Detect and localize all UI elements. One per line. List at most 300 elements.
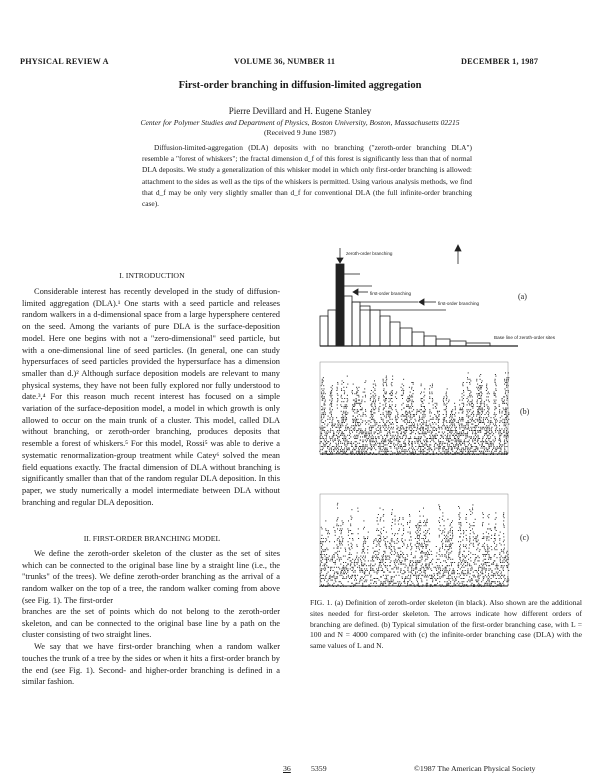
deposit-site [387, 451, 388, 452]
deposit-site [508, 412, 509, 413]
deposit-site [470, 422, 471, 423]
deposit-site [360, 580, 361, 581]
deposit-site [450, 525, 451, 526]
deposit-site [324, 551, 325, 552]
deposit-site [353, 436, 354, 437]
deposit-site [388, 425, 389, 426]
deposit-site [352, 446, 353, 447]
deposit-site [357, 412, 358, 413]
deposit-site [410, 412, 411, 413]
deposit-site [470, 396, 471, 397]
deposit-site [489, 448, 490, 449]
deposit-site [508, 570, 509, 571]
deposit-site [378, 543, 379, 544]
deposit-site [323, 414, 324, 415]
deposit-site [371, 409, 372, 410]
deposit-site [491, 564, 492, 565]
deposit-site [462, 384, 463, 385]
deposit-site [413, 393, 414, 394]
deposit-site [444, 420, 445, 421]
deposit-site [427, 575, 428, 576]
deposit-site [381, 451, 382, 452]
deposit-site [330, 568, 331, 569]
deposit-site [495, 403, 496, 404]
deposit-site [504, 443, 505, 444]
deposit-site [447, 438, 448, 439]
deposit-site [467, 435, 468, 436]
deposit-site [504, 380, 505, 381]
deposit-site [437, 435, 438, 436]
deposit-site [347, 444, 348, 445]
deposit-site [421, 409, 422, 410]
deposit-site [385, 583, 386, 584]
deposit-site [429, 565, 430, 566]
deposit-site [484, 428, 485, 429]
deposit-site [429, 549, 430, 550]
copyright-notice: ©1987 The American Physical Society [414, 764, 536, 773]
deposit-site [370, 567, 371, 568]
deposit-site [404, 572, 405, 573]
deposit-site [438, 504, 439, 505]
deposit-site [422, 557, 423, 558]
deposit-site [456, 444, 457, 445]
deposit-site [449, 548, 450, 549]
deposit-site [476, 540, 477, 541]
deposit-site [495, 519, 496, 520]
deposit-site [475, 446, 476, 447]
deposit-site [486, 428, 487, 429]
deposit-site [363, 414, 364, 415]
deposit-site [408, 396, 409, 397]
deposit-site [491, 581, 492, 582]
deposit-site [424, 392, 425, 393]
deposit-site [411, 430, 412, 431]
deposit-site [505, 435, 506, 436]
deposit-site [415, 567, 416, 568]
deposit-site [447, 578, 448, 579]
deposit-site [443, 568, 444, 569]
deposit-site [482, 448, 483, 449]
deposit-site [445, 427, 446, 428]
received-date: (Received 9 June 1987) [264, 128, 336, 137]
deposit-site [477, 535, 478, 536]
deposit-site [458, 438, 459, 439]
deposit-site [366, 433, 367, 434]
deposit-site [444, 575, 445, 576]
deposit-site [365, 451, 366, 452]
deposit-site [424, 535, 425, 536]
deposit-site [507, 565, 508, 566]
deposit-site [415, 532, 416, 533]
deposit-site [444, 417, 445, 418]
deposit-site [341, 532, 342, 533]
deposit-site [451, 551, 452, 552]
deposit-site [341, 411, 342, 412]
deposit-site [357, 508, 358, 509]
deposit-site [381, 567, 382, 568]
deposit-site [452, 578, 453, 579]
deposit-site [443, 441, 444, 442]
deposit-site [413, 401, 414, 402]
deposit-site [373, 419, 374, 420]
deposit-site [423, 416, 424, 417]
deposit-site [436, 438, 437, 439]
deposit-site [409, 565, 410, 566]
deposit-site [455, 454, 456, 455]
deposit-site [400, 438, 401, 439]
deposit-site [495, 449, 496, 450]
deposit-site [339, 436, 340, 437]
deposit-site [450, 530, 451, 531]
deposit-site [420, 436, 421, 437]
deposit-site [469, 564, 470, 565]
deposit-site [471, 565, 472, 566]
deposit-site [425, 522, 426, 523]
deposit-site [466, 514, 467, 515]
deposit-site [341, 384, 342, 385]
deposit-site [347, 528, 348, 529]
deposit-site [401, 524, 402, 525]
deposit-site [389, 398, 390, 399]
deposit-site [491, 417, 492, 418]
deposit-site [383, 427, 384, 428]
deposit-site [483, 580, 484, 581]
deposit-site [410, 392, 411, 393]
deposit-site [401, 446, 402, 447]
deposit-site [347, 384, 348, 385]
deposit-site [488, 517, 489, 518]
deposit-site [495, 440, 496, 441]
deposit-site [395, 565, 396, 566]
deposit-site [445, 546, 446, 547]
deposit-site [465, 454, 466, 455]
deposit-site [329, 412, 330, 413]
deposit-site [407, 554, 408, 555]
deposit-site [478, 586, 479, 587]
deposit-site [320, 554, 321, 555]
deposit-site [375, 581, 376, 582]
deposit-site [481, 403, 482, 404]
deposit-site [446, 551, 447, 552]
deposit-site [385, 444, 386, 445]
deposit-site [405, 559, 406, 560]
deposit-site [435, 436, 436, 437]
deposit-site [421, 451, 422, 452]
deposit-site [359, 432, 360, 433]
arrow-first-order-end-head [419, 299, 424, 305]
deposit-site [412, 452, 413, 453]
deposit-site [460, 544, 461, 545]
deposit-site [503, 533, 504, 534]
deposit-site [393, 424, 394, 425]
deposit-site [355, 441, 356, 442]
deposit-site [401, 416, 402, 417]
deposit-site [425, 454, 426, 455]
deposit-site [488, 411, 489, 412]
deposit-site [503, 584, 504, 585]
deposit-site [482, 512, 483, 513]
deposit-site [430, 562, 431, 563]
deposit-site [446, 567, 447, 568]
deposit-site [505, 560, 506, 561]
deposit-site [389, 404, 390, 405]
deposit-site [409, 540, 410, 541]
deposit-site [431, 427, 432, 428]
deposit-site [427, 446, 428, 447]
deposit-site [493, 586, 494, 587]
deposit-site [495, 395, 496, 396]
deposit-site [386, 580, 387, 581]
deposit-site [342, 380, 343, 381]
deposit-site [447, 433, 448, 434]
deposit-site [352, 583, 353, 584]
deposit-site [382, 568, 383, 569]
deposit-site [347, 449, 348, 450]
deposit-site [381, 540, 382, 541]
deposit-site [446, 395, 447, 396]
deposit-site [436, 552, 437, 553]
deposit-site [488, 444, 489, 445]
deposit-site [378, 554, 379, 555]
deposit-site [325, 556, 326, 557]
deposit-site [483, 560, 484, 561]
deposit-site [486, 384, 487, 385]
deposit-site [394, 446, 395, 447]
deposit-site [496, 428, 497, 429]
deposit-site [495, 533, 496, 534]
deposit-site [391, 443, 392, 444]
deposit-site [493, 576, 494, 577]
deposit-site [370, 425, 371, 426]
deposit-site [417, 543, 418, 544]
deposit-site [421, 551, 422, 552]
deposit-site [425, 433, 426, 434]
deposit-site [486, 454, 487, 455]
deposit-site [494, 436, 495, 437]
deposit-site [333, 441, 334, 442]
deposit-site [412, 406, 413, 407]
deposit-site [365, 409, 366, 410]
deposit-site [407, 522, 408, 523]
deposit-site [491, 578, 492, 579]
deposit-site [366, 441, 367, 442]
deposit-site [485, 419, 486, 420]
deposit-site [438, 419, 439, 420]
deposit-site [322, 422, 323, 423]
deposit-site [395, 393, 396, 394]
deposit-site [444, 572, 445, 573]
deposit-site [477, 430, 478, 431]
deposit-site [411, 540, 412, 541]
deposit-site [439, 581, 440, 582]
deposit-site [383, 516, 384, 517]
deposit-site [490, 586, 491, 587]
deposit-site [492, 449, 493, 450]
deposit-site [486, 565, 487, 566]
deposit-site [455, 435, 456, 436]
deposit-site [335, 532, 336, 533]
deposit-site [356, 544, 357, 545]
deposit-site [421, 565, 422, 566]
deposit-site [343, 382, 344, 383]
deposit-site [349, 578, 350, 579]
deposit-site [386, 393, 387, 394]
deposit-site [326, 432, 327, 433]
deposit-site [365, 414, 366, 415]
deposit-site [354, 393, 355, 394]
deposit-site [357, 392, 358, 393]
deposit-site [433, 430, 434, 431]
deposit-site [352, 576, 353, 577]
article-title: First-order branching in diffusion-limited aggregation [178, 80, 422, 91]
deposit-site [383, 380, 384, 381]
deposit-site [499, 570, 500, 571]
deposit-site [406, 404, 407, 405]
deposit-site [407, 559, 408, 560]
deposit-site [436, 448, 437, 449]
deposit-site [427, 430, 428, 431]
deposit-site [378, 535, 379, 536]
deposit-site [418, 448, 419, 449]
deposit-site [435, 580, 436, 581]
deposit-site [481, 420, 482, 421]
deposit-site [495, 384, 496, 385]
deposit-site [378, 446, 379, 447]
deposit-site [455, 432, 456, 433]
deposit-site [506, 395, 507, 396]
deposit-site [453, 435, 454, 436]
deposit-site [364, 448, 365, 449]
deposit-site [499, 443, 500, 444]
deposit-site [345, 452, 346, 453]
deposit-site [332, 400, 333, 401]
deposit-site [323, 412, 324, 413]
deposit-site [429, 444, 430, 445]
deposit-site [443, 449, 444, 450]
deposit-site [494, 412, 495, 413]
deposit-site [421, 385, 422, 386]
deposit-site [475, 443, 476, 444]
deposit-site [341, 575, 342, 576]
deposit-site [375, 401, 376, 402]
zeroth-order-trunk-12 [424, 336, 436, 346]
deposit-site [450, 428, 451, 429]
deposit-site [503, 551, 504, 552]
deposit-site [498, 568, 499, 569]
deposit-site [482, 573, 483, 574]
deposit-site [410, 396, 411, 397]
deposit-site [498, 584, 499, 585]
deposit-site [364, 572, 365, 573]
deposit-site [347, 376, 348, 377]
deposit-site [487, 435, 488, 436]
deposit-site [496, 414, 497, 415]
deposit-site [449, 580, 450, 581]
deposit-site [323, 444, 324, 445]
deposit-site [496, 578, 497, 579]
deposit-site [429, 446, 430, 447]
deposit-site [392, 392, 393, 393]
deposit-site [326, 435, 327, 436]
deposit-site [395, 533, 396, 534]
deposit-site [471, 567, 472, 568]
deposit-site [465, 427, 466, 428]
deposit-site [376, 438, 377, 439]
deposit-site [320, 580, 321, 581]
deposit-site [504, 446, 505, 447]
deposit-site [451, 443, 452, 444]
deposit-site [364, 581, 365, 582]
deposit-site [420, 438, 421, 439]
deposit-site [409, 428, 410, 429]
deposit-site [459, 522, 460, 523]
deposit-site [330, 395, 331, 396]
deposit-site [474, 443, 475, 444]
deposit-site [340, 575, 341, 576]
deposit-site [490, 528, 491, 529]
deposit-site [431, 554, 432, 555]
deposit-site [477, 584, 478, 585]
deposit-site [489, 393, 490, 394]
deposit-site [340, 449, 341, 450]
deposit-site [324, 403, 325, 404]
deposit-site [324, 411, 325, 412]
deposit-site [467, 581, 468, 582]
deposit-site [341, 533, 342, 534]
deposit-site [452, 424, 453, 425]
deposit-site [481, 388, 482, 389]
deposit-site [370, 430, 371, 431]
deposit-site [499, 540, 500, 541]
deposit-site [479, 419, 480, 420]
deposit-site [353, 422, 354, 423]
deposit-site [426, 584, 427, 585]
deposit-site [446, 438, 447, 439]
deposit-site [503, 408, 504, 409]
deposit-site [417, 584, 418, 585]
deposit-site [379, 535, 380, 536]
deposit-site [419, 420, 420, 421]
deposit-site [323, 551, 324, 552]
deposit-site [397, 449, 398, 450]
model-paragraph-1: We define the zeroth-order skeleton of the cluster as the set of sites which can be connected to the original base line by a straight line (i.e., the "trunks" of the trees). We define zeroth-order branching as the arrival of a random walker on the top of a tree, the random walker coming from above (see Fig. 1). The first-order [22, 549, 280, 605]
deposit-site [470, 538, 471, 539]
deposit-site [365, 444, 366, 445]
deposit-site [361, 562, 362, 563]
deposit-site [355, 575, 356, 576]
deposit-site [412, 411, 413, 412]
deposit-site [326, 560, 327, 561]
deposit-site [425, 573, 426, 574]
deposit-site [357, 546, 358, 547]
deposit-site [421, 425, 422, 426]
deposit-site [356, 393, 357, 394]
deposit-site [506, 408, 507, 409]
deposit-site [405, 419, 406, 420]
deposit-site [501, 556, 502, 557]
deposit-site [378, 400, 379, 401]
deposit-site [428, 552, 429, 553]
deposit-site [366, 565, 367, 566]
deposit-site [506, 433, 507, 434]
deposit-site [374, 444, 375, 445]
deposit-site [362, 420, 363, 421]
deposit-site [462, 412, 463, 413]
deposit-site [442, 428, 443, 429]
deposit-site [427, 519, 428, 520]
deposit-site [489, 565, 490, 566]
deposit-site [402, 556, 403, 557]
